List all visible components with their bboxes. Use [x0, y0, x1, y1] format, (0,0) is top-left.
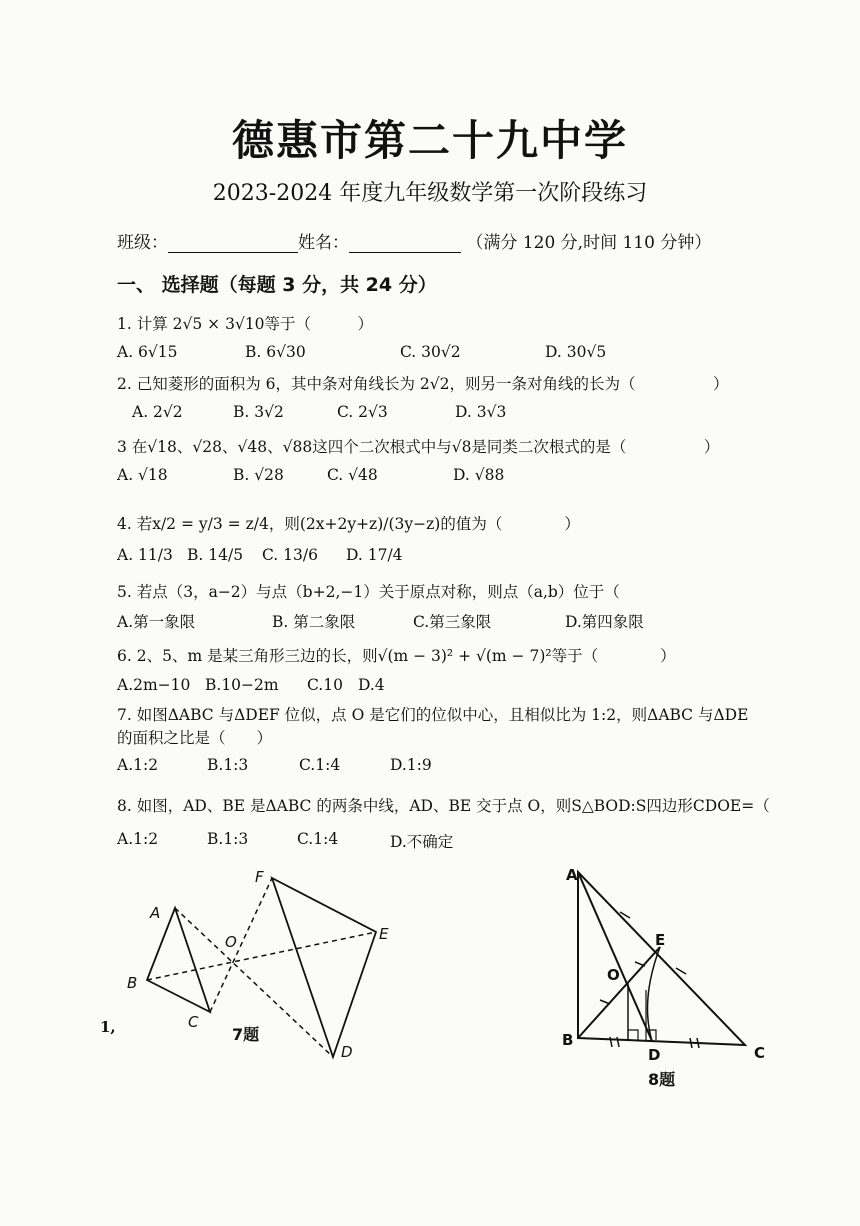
school-name: 德惠市第二十九中学	[231, 116, 628, 165]
fig7-caption: 7题	[232, 1025, 260, 1044]
q7-option-d: D.1:9	[390, 756, 432, 774]
exam-title: 2023-2024 年度九年级数学第一次阶段练习	[212, 181, 648, 206]
fig8-caption: 8题	[648, 1070, 676, 1089]
question-6-stem: 6. 2、5、m 是某三角形三边的长，则√(m − 3)² + √(m − 7)²等于（ ）	[117, 647, 676, 665]
fig8-label-e: E	[655, 931, 666, 949]
fig7-label-o: O	[225, 933, 237, 951]
question-7-stem: 7. 如图ΔABC 与ΔDEF 位似，点 O 是它们的位似中心，且相似比为 1:2，则ΔABC 与ΔDE	[117, 706, 749, 724]
q1-option-b: B. 6√30	[245, 343, 306, 361]
q1-option-a: A. 6√15	[117, 343, 178, 361]
q7-option-a: A.1:2	[117, 756, 159, 774]
class-label: 班级：	[117, 233, 168, 253]
triangle-abc	[147, 908, 210, 1012]
q6-option-d: D.4	[358, 676, 385, 694]
q5-option-c: C.第三象限	[413, 613, 492, 631]
ray-c-f	[210, 878, 272, 1012]
score-time: （满分 120 分,时间 110 分钟）	[466, 233, 712, 253]
q4-option-c: C. 13/6	[262, 546, 318, 564]
fig8-label-c: C	[754, 1044, 766, 1062]
q2-option-b: B. 3√2	[233, 403, 284, 421]
q5-option-a: A.第一象限	[117, 613, 196, 631]
right-angle-1	[628, 1030, 638, 1040]
margin-mark: 1,	[100, 1018, 116, 1036]
q2-option-d: D. 3√3	[455, 403, 507, 421]
fig7-label-f: F	[255, 868, 264, 886]
q3-option-c: C. √48	[327, 466, 378, 484]
q7-option-c: C.1:4	[299, 756, 341, 774]
question-8-stem: 8. 如图，AD、BE 是ΔABC 的两条中线，AD、BE 交于点 O，则S△BOD:S四边形CDOE=（	[117, 797, 770, 815]
q2-option-c: C. 2√3	[337, 403, 388, 421]
triangle-def	[272, 878, 376, 1057]
fig8-label-o: O	[607, 966, 620, 984]
question-5-stem: 5. 若点（3，a−2）与点（b+2,−1）关于原点对称，则点（a,b）位于（	[117, 583, 620, 601]
ray-b-e	[147, 932, 376, 980]
name-label: 姓名：	[298, 233, 349, 253]
q6-option-c: C.10	[307, 676, 343, 694]
q3-option-b: B. √28	[233, 466, 284, 484]
q6-option-a: A.2m−10	[117, 676, 191, 694]
q5-option-d: D.第四象限	[565, 613, 644, 631]
q3-option-a: A. √18	[117, 466, 168, 484]
fig7-label-d: D	[341, 1043, 353, 1061]
q1-option-d: D. 30√5	[545, 343, 607, 361]
q1-option-c: C. 30√2	[400, 343, 461, 361]
q7-option-b: B.1:3	[207, 756, 249, 774]
q4-option-b: B. 14/5	[187, 546, 244, 564]
q2-option-a: A. 2√2	[132, 403, 183, 421]
fig8-label-b: B	[562, 1031, 574, 1049]
triangle-abc-8	[578, 872, 745, 1045]
q6-option-b: B.10−2m	[205, 676, 279, 694]
q8-option-a: A.1:2	[117, 830, 159, 848]
fig7-label-a: A	[150, 904, 161, 922]
q8-option-d: D.不确定	[390, 833, 454, 851]
fig7-label-b: B	[127, 974, 138, 992]
q8-option-b: B.1:3	[207, 830, 249, 848]
question-4-stem: 4. 若x/2 = y/3 = z/4，则(2x+2y+z)/(3y−z)的值为（ ）	[117, 515, 580, 533]
median-ad	[578, 872, 652, 1041]
fig8-label-a: A	[566, 866, 578, 884]
figure-8	[578, 872, 745, 1045]
question-1-stem: 1. 计算 2√5 × 3√10等于（ ）	[117, 315, 374, 333]
fig7-label-c: C	[188, 1013, 199, 1031]
q5-option-b: B. 第二象限	[272, 613, 356, 631]
fig7-label-e: E	[379, 925, 389, 943]
question-2-stem: 2. 己知菱形的面积为 6，其中条对角线长为 2√2，则另一条对角线的长为（ ）	[117, 375, 729, 393]
question-7-stem-line2: 的面积之比是（ ）	[117, 729, 273, 747]
fig8-label-d: D	[648, 1046, 661, 1064]
q3-option-d: D. √88	[453, 466, 505, 484]
q4-option-d: D. 17/4	[346, 546, 403, 564]
q4-option-a: A. 11/3	[117, 546, 173, 564]
arc-mark	[648, 947, 661, 1041]
question-3-stem: 3 在√18、√28、√48、√88这四个二次根式中与√8是同类二次根式的是（ ）	[117, 438, 720, 456]
section-title: 一、 选择题（每题 3 分，共 24 分）	[117, 274, 437, 296]
q8-option-c: C.1:4	[297, 830, 339, 848]
